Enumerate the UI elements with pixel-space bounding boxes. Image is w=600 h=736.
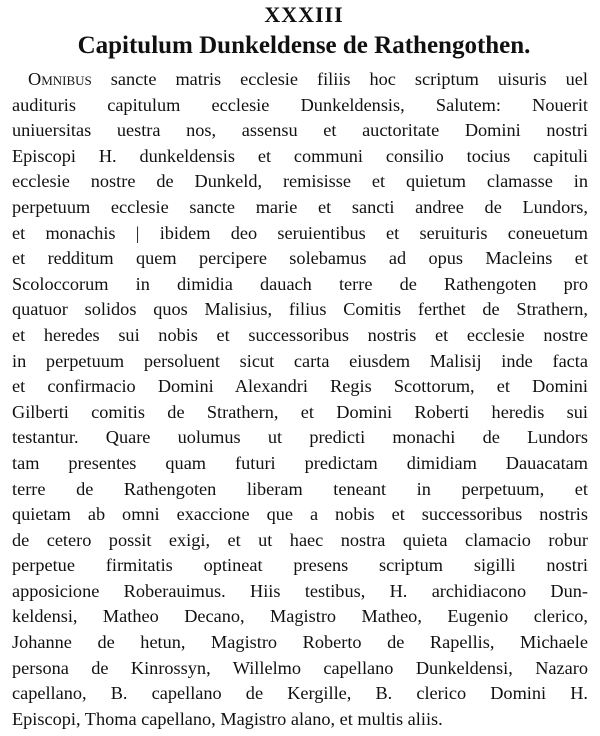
text-line-16: tam presentes quam futuri predictam dimidiam Dauacatam [12, 452, 588, 473]
text-line-11: et heredes sui nobis et successoribus nostris et ecclesie nostre [12, 324, 588, 345]
text-line-10: quatuor solidos quos Malisius, filius Comitis ferthet de Strathern, [12, 299, 588, 320]
text-line-1 [12, 67, 588, 93]
text-line-19: de cetero possit exigi, et ut haec nostra quieta clamacio robur [12, 529, 588, 550]
opening-word: Omnibus [28, 69, 92, 89]
document-page [12, 3, 588, 732]
text-line-7: et monachis | ibidem deo seruientibus et seruituris coneuetum [12, 222, 588, 243]
charter-title: Capitulum Dunkeldense de Rathengothen. [77, 32, 531, 59]
text-line-6: perpetuum ecclesie sancte marie et sancti andree de Lundors, [12, 196, 588, 217]
text-line-3: uniuersitas uestra nos, assensu et auctoritate Domini nostri [12, 120, 588, 141]
text-line-20: perpetue firmitatis optineat presens scriptum sigilli nostri [12, 555, 588, 576]
text-line-17: terre de Rathengoten liberam teneant in perpetuum, et [12, 478, 588, 499]
text-line-9: Scoloccorum in dimidia dauach terre de Rathengoten pro [12, 273, 588, 294]
text-line-18: quietam ab omni exaccione que a nobis et successoribus nostris [12, 504, 588, 525]
text-line-24: persona de Kinrossyn, Willelmo capellano Dunkeldensi, Nazaro [12, 657, 588, 678]
charter-body [12, 67, 588, 732]
text-line-8: et redditum quem percipere solebamus ad opus Macleins et [12, 248, 588, 269]
text-line-25: capellano, B. capellano de Kergille, B. clerico Domini H. [12, 683, 588, 704]
text-line-4: Episcopi H. dunkeldensis et communi consilio tocius capituli [12, 145, 588, 166]
text-line-5: ecclesie nostre de Dunkeld, remisisse et quietum clamasse in [12, 171, 588, 192]
text-line-12: in perpetuum persoluent sicut carta eiusdem Malisij inde facta [12, 350, 588, 371]
charter-number: XXXIII [264, 2, 344, 27]
text-line-14: Gilberti comitis de Strathern, et Domini Roberti heredis sui [12, 401, 588, 422]
text-line-15: testantur. Quare uolumus ut predicti monachi de Lundors [12, 427, 588, 448]
text-line-2: audituris capitulum ecclesie Dunkeldensis, Salutem: Nouerit [12, 94, 588, 115]
text-line-22: keldensi, Matheo Decano, Magistro Matheo, Eugenio clerico, [12, 606, 588, 627]
text-line-26: Episcopi, Thoma capellano, Magistro alano, et multis aliis. [12, 708, 443, 729]
text-line-1-rest: sancte matris ecclesie filiis hoc scriptum uisuris uel [91, 69, 588, 89]
text-line-21: apposicione Roberauimus. Hiis testibus, H. archidiacono Dun- [12, 580, 588, 601]
text-line-23: Johanne de hetun, Magistro Roberto de Rapellis, Michaele [12, 632, 588, 653]
text-line-13: et confirmacio Domini Alexandri Regis Scottorum, et Domini [12, 376, 588, 397]
